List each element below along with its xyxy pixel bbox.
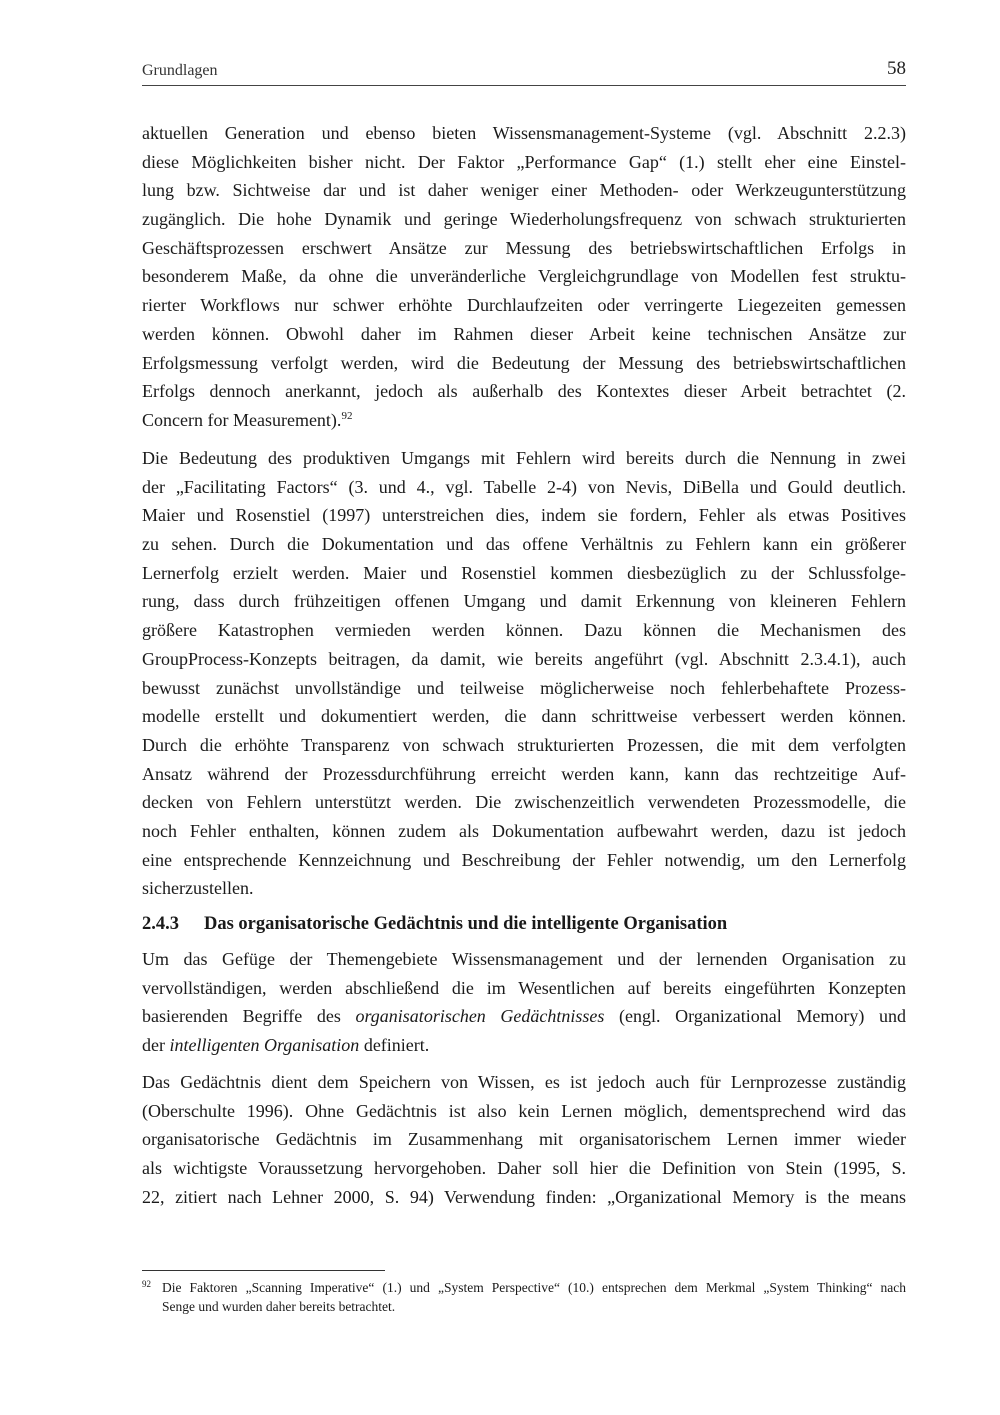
text-line: (Oberschulte 1996). Ohne Gedächtnis ist also kein Lernen möglich, dementsprechend wird das xyxy=(142,1100,906,1121)
text-line: GroupProcess-Konzepts beitragen, da damit, wie bereits angeführt (vgl. Abschnitt 2.3.4.1), auch xyxy=(142,648,906,669)
text-line: besonderem Maße, da ohne die unveränderliche Vergleichgrundlage von Modellen fest struktu- xyxy=(142,266,906,287)
footnote-separator xyxy=(142,1270,385,1271)
text-line: Die Bedeutung des produktiven Umgangs mit Fehlern wird bereits durch die Nennung in zwei xyxy=(142,448,906,468)
text-line: noch Fehler enthalten, können zudem als Dokumentation aufbewahrt werden, dazu ist jedoch xyxy=(142,820,906,841)
text-line: vervollständigen, werden abschließend die im Wesentlichen auf bereits eingeführten Konzepten xyxy=(142,977,906,998)
text-line: Das Gedächtnis dient dem Speichern von Wissen, es ist jedoch auch für Lernprozesse zuständig xyxy=(142,1072,906,1092)
text-line: organisatorische Gedächtnis im Zusammenhang mit organisatorischem Lernen immer wieder xyxy=(142,1129,906,1150)
text-line: Erfolgsmessung verfolgt werden, wird die Bedeutung der Messung des betriebswirtschaftlichen xyxy=(142,352,906,373)
text-line: der „Facilitating Factors“ (3. und 4., vgl. Tabelle 2-4) von Nevis, DiBella und Gould deutlich. xyxy=(142,476,906,497)
text-line: größere Katastrophen vermieden werden können. Dazu können die Mechanismen des xyxy=(142,620,906,641)
text-line: aktuellen Generation und ebenso bieten Wissensmanagement-Systeme (vgl. Abschnitt 2.2.3) xyxy=(142,123,906,143)
footnote-line: Die Faktoren „Scanning Imperative“ (1.) und „System Perspective“ (10.) entsprechen dem Merkmal „System Thinking“ nach xyxy=(162,1280,906,1295)
text-line: Lernerfolg erzielt werden. Maier und Rosenstiel kommen diesbezüglich zu der Schlussfolge- xyxy=(142,562,906,583)
text-line: Um das Gefüge der Themengebiete Wissensmanagement und der lernenden Organisation zu xyxy=(142,949,906,969)
footnote-line: Senge und wurden daher bereits betrachtet. xyxy=(162,1299,396,1314)
text-line: zugänglich. Die hohe Dynamik und geringe Wiederholungsfrequenz von schwach strukturierten xyxy=(142,209,906,230)
text-line: eine entsprechende Kennzeichnung und Beschreibung der Fehler notwendig, um den Lernerfolg xyxy=(142,849,906,870)
text-line: werden können. Obwohl daher im Rahmen dieser Arbeit keine technischen Ansätze zur xyxy=(142,323,906,344)
section-heading xyxy=(142,914,727,935)
text-line: bewusst zunächst unvollständige und teilweise möglicherweise noch fehlerbehaftete Prozess- xyxy=(142,677,906,698)
section-number: 2.4.3 xyxy=(142,914,179,934)
text-line: Erfolgs dennoch anerkannt, jedoch als außerhalb des Kontextes dieser Arbeit betrachtet (2. xyxy=(142,381,906,402)
text-line: zu sehen. Durch die Dokumentation und das offene Verhältnis zu Fehlern kann ein größerer xyxy=(142,534,906,555)
footnote-92 xyxy=(142,1278,906,1316)
page-number: 58 xyxy=(887,58,906,79)
italic-term: organisatorischen Gedächtnisses xyxy=(355,1006,605,1027)
text-segment: der xyxy=(142,1035,170,1056)
text-line-last xyxy=(142,406,906,435)
text-segment: basierenden Begriffe des xyxy=(142,1006,356,1027)
text-segment: (engl. Organizational Memory) und xyxy=(604,1006,906,1027)
text-line xyxy=(142,1002,906,1031)
footnote-number: 92 xyxy=(142,1279,151,1289)
text-line xyxy=(142,1031,906,1060)
text-segment: definiert. xyxy=(359,1035,430,1056)
footnote-reference[interactable]: 92 xyxy=(341,409,353,422)
text-segment: Concern for Measurement). xyxy=(142,409,342,430)
text-line: lung bzw. Sichtweise dar und ist daher weniger einer Methoden- oder Werkzeugunterstützung xyxy=(142,180,906,201)
text-line: modelle erstellt und dokumentiert werden, die dann schrittweise verbessert werden können. xyxy=(142,706,906,727)
paragraph-2 xyxy=(142,444,906,903)
text-line: Maier und Rosenstiel (1997) unterstreichen dies, indem sie fordern, Fehler als etwas Positives xyxy=(142,505,906,526)
text-line: diese Möglichkeiten bisher nicht. Der Faktor „Performance Gap“ (1.) stellt eher eine Einstel- xyxy=(142,151,906,172)
text-line: Geschäftsprozessen erschwert Ansätze zur Messung des betriebswirtschaftlichen Erfolgs in xyxy=(142,237,906,258)
text-line: 22, zitiert nach Lehner 2000, S. 94) Verwendung finden: „Organizational Memory is the means xyxy=(142,1186,906,1207)
section-title: Das organisatorische Gedächtnis und die intelligente Organisation xyxy=(204,914,728,934)
text-line: rierter Workflows nur schwer erhöhte Durchlaufzeiten oder verringerte Liegezeiten gemessen xyxy=(142,295,906,316)
paragraph-3 xyxy=(142,945,906,1060)
text-line: Durch die erhöhte Transparenz von schwach strukturierten Prozessen, die mit dem verfolgten xyxy=(142,734,906,755)
text-line: als wichtigste Voraussetzung hervorgehoben. Daher soll hier die Definition von Stein (1995, S. xyxy=(142,1158,906,1179)
italic-term: intelligenten Organisation xyxy=(169,1035,360,1056)
paragraph-4 xyxy=(142,1068,906,1211)
paragraph-1 xyxy=(142,119,906,435)
header-section-title: Grundlagen xyxy=(142,62,218,79)
text-line: sicherzustellen. xyxy=(142,878,254,899)
text-line: rung, dass durch frühzeitigen offenen Umgang und damit Erkennung von kleineren Fehlern xyxy=(142,591,906,612)
text-line: decken von Fehlern unterstützt werden. Die zwischenzeitlich verwendeten Prozessmodelle, die xyxy=(142,792,906,813)
text-line: Ansatz während der Prozessdurchführung erreicht werden kann, kann das rechtzeitige Auf- xyxy=(142,763,906,784)
running-header xyxy=(142,60,906,86)
